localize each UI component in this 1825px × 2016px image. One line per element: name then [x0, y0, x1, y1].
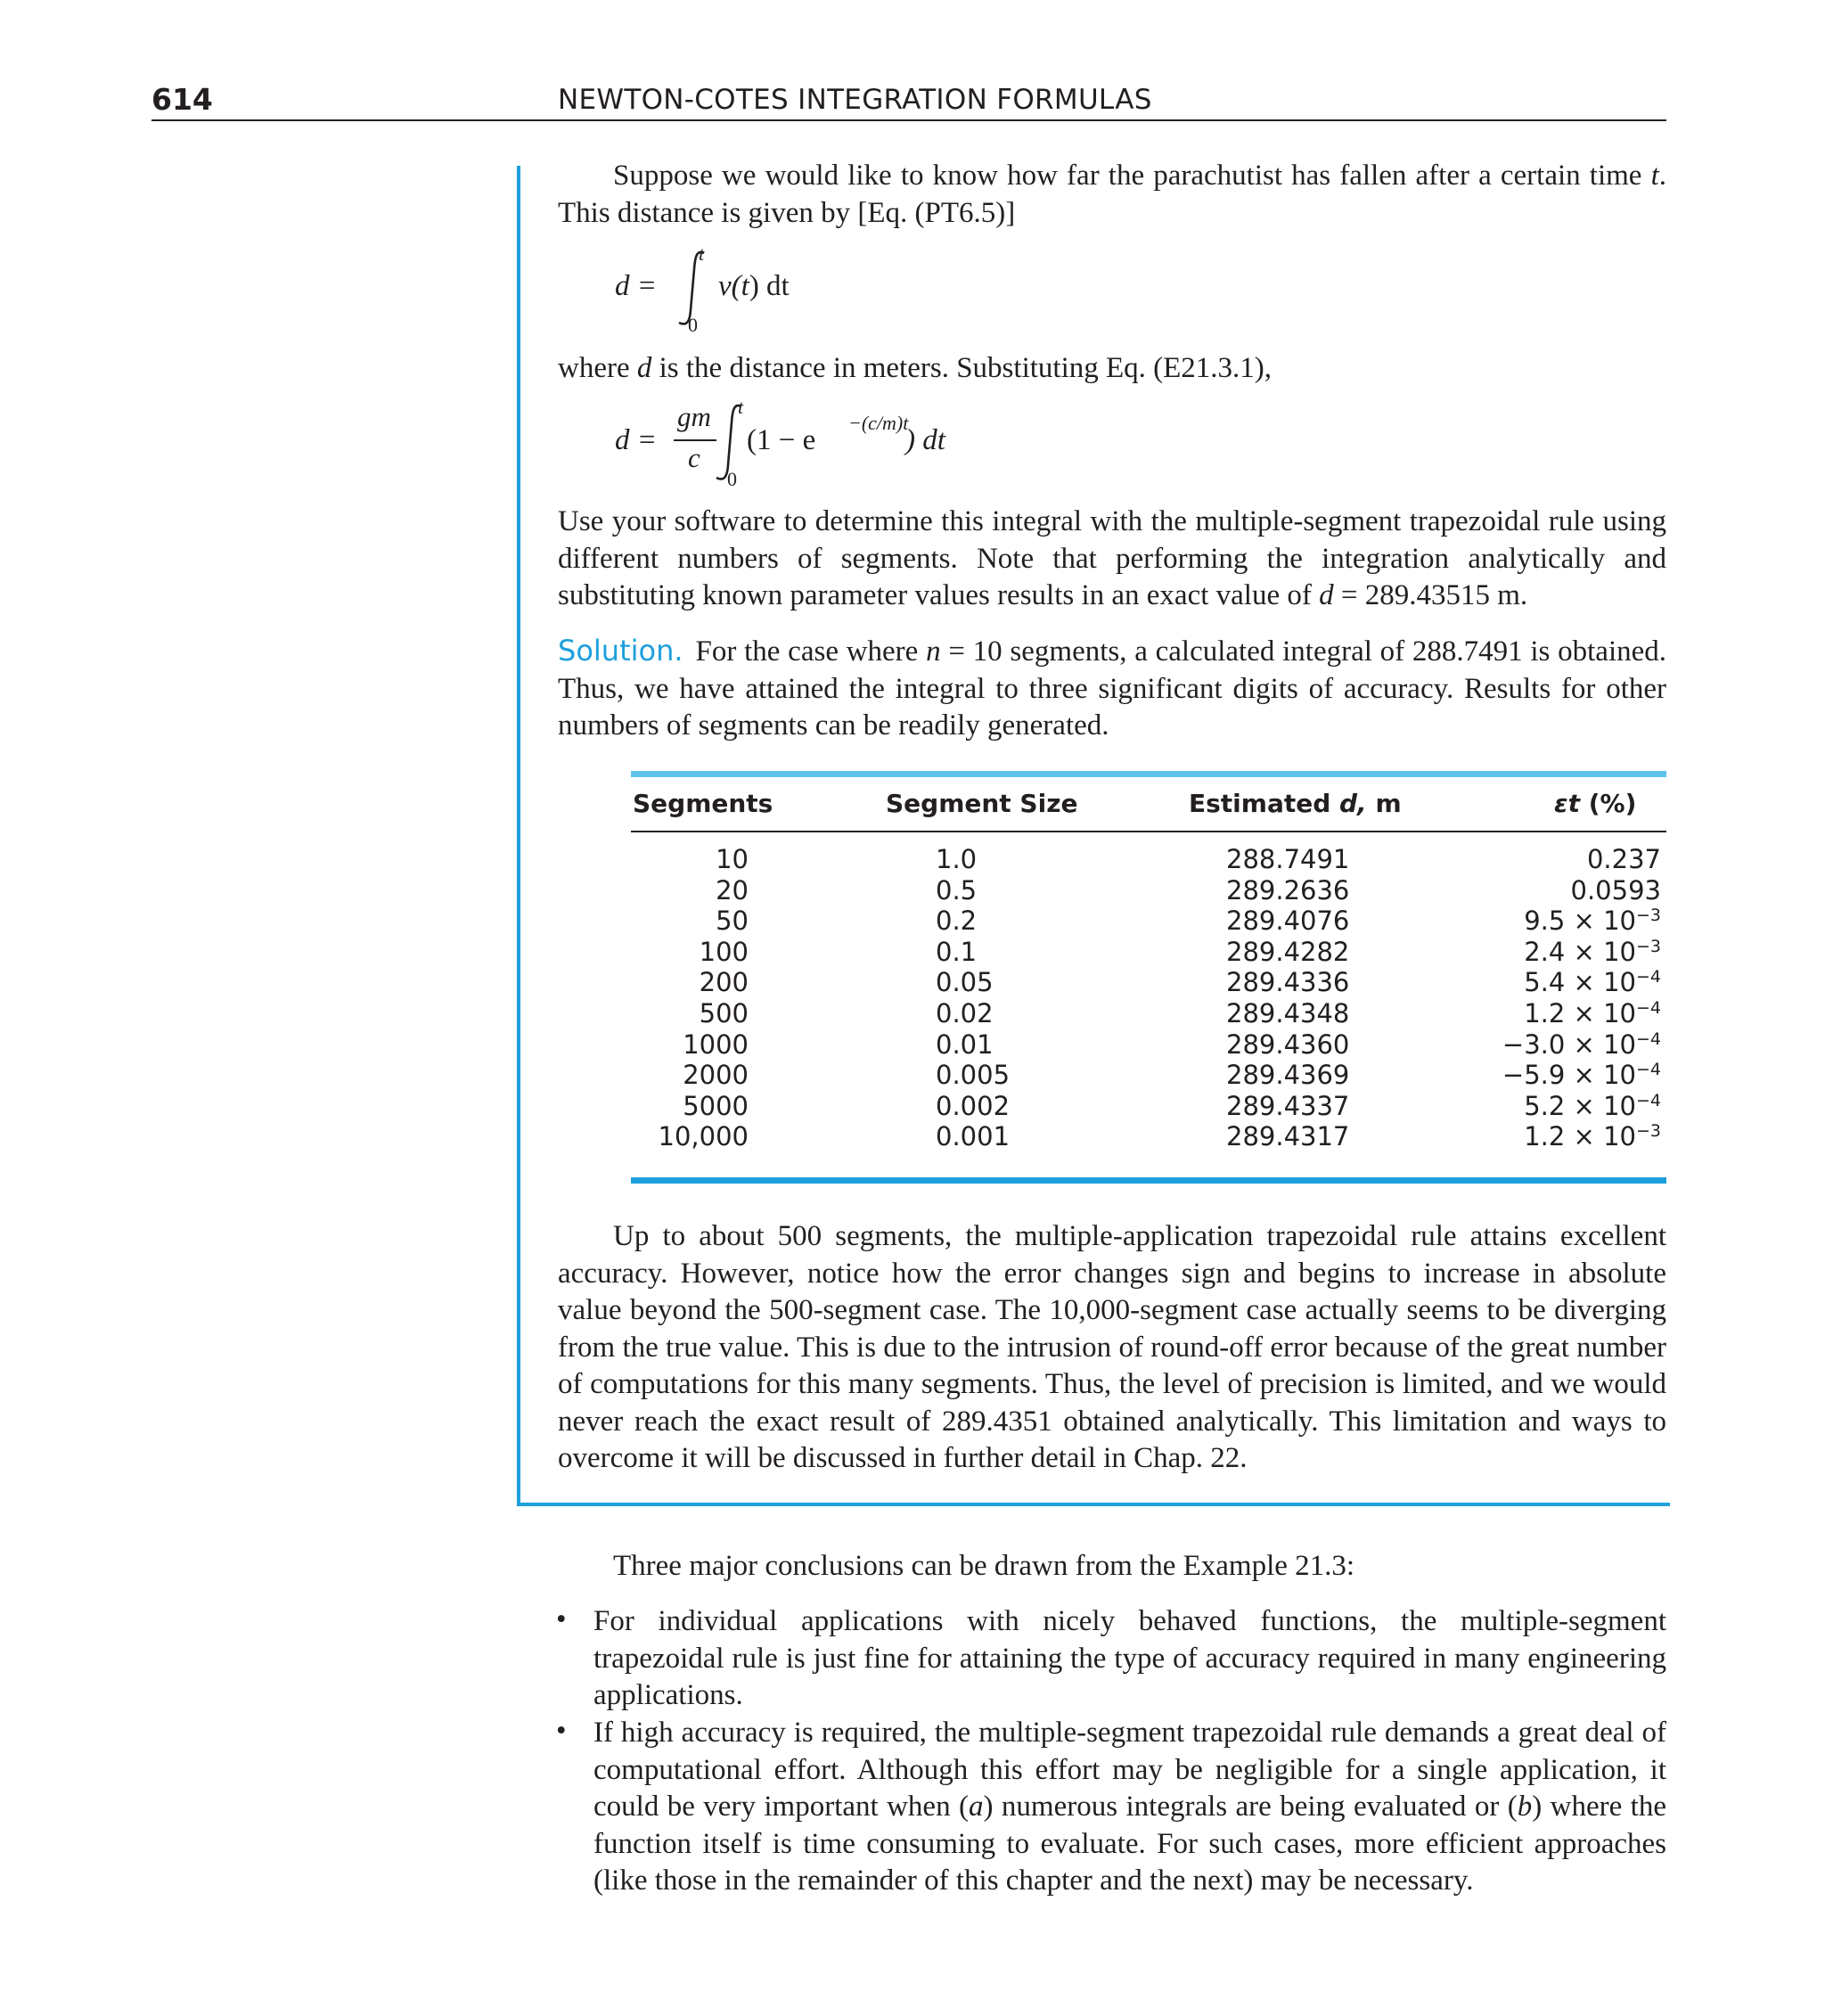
cell-error: 0.0593 — [1570, 874, 1661, 906]
cell-estimated-d: 289.4369 — [1226, 1060, 1350, 1091]
cell-segments: 500 — [699, 998, 749, 1028]
page-number: 614 — [151, 82, 213, 117]
cell-error: $5.4 \times 10^{-4}$ — [1524, 967, 1661, 998]
table-row — [631, 1121, 1666, 1152]
cell-error: $2.4 \times 10^{-3}$ — [1524, 936, 1661, 967]
cell-segment-size: 0.01 — [936, 1028, 994, 1060]
cell-segments: 2000 — [683, 1060, 749, 1091]
cell-segment-size: 0.005 — [936, 1060, 1011, 1091]
table-row — [631, 1060, 1666, 1091]
running-head: NEWTON-COTES INTEGRATION FORMULAS — [558, 84, 1152, 116]
table-row — [631, 998, 1666, 1029]
cell-segment-size: 0.05 — [936, 967, 994, 998]
table-row — [631, 1091, 1666, 1122]
eq2-numerator: gm — [677, 401, 711, 432]
header-segments: Segments — [633, 789, 773, 818]
eq2-lhs: d = — [615, 424, 658, 456]
table-bottom-rule — [631, 1177, 1666, 1184]
cell-estimated-d: 288.7491 — [1226, 844, 1350, 874]
eq2-lower-limit: 0 — [727, 468, 737, 490]
where-paragraph: where d is the distance in meters. Substituting Eq. (E21.3.1), — [558, 352, 1273, 384]
cell-segment-size: 0.002 — [936, 1090, 1011, 1121]
table-header-rule — [631, 831, 1666, 832]
eq2-upper-limit: t — [738, 396, 744, 418]
cell-segment-size: 0.02 — [936, 998, 994, 1028]
cell-segment-size: 1.0 — [936, 844, 978, 874]
cell-error: $5.2 \times 10^{-4}$ — [1524, 1090, 1661, 1121]
eq2-denominator: c — [688, 442, 700, 473]
cell-error: $1.2 \times 10^{-3}$ — [1524, 1121, 1661, 1152]
table-row — [631, 1029, 1666, 1061]
cell-segments: 200 — [699, 967, 749, 998]
cell-segments: 10 — [716, 844, 749, 874]
cell-estimated-d: 289.4336 — [1226, 967, 1350, 998]
cell-segment-size: 0.5 — [936, 874, 978, 906]
table-row — [631, 937, 1666, 968]
cell-segments: 5000 — [683, 1090, 749, 1121]
cell-segments: 1000 — [683, 1028, 749, 1060]
cell-segments: 10,000 — [658, 1121, 749, 1152]
eq1-lhs: d = — [615, 270, 658, 302]
table-row — [631, 967, 1666, 998]
conclusions-intro: Three major conclusions can be drawn from the Example 21.3: — [613, 1550, 1355, 1582]
solution-paragraph: Solution. For the case where n = 10 segments, a calculated integral of 288.7491 is obtained. Thus, we have attained the integral to three significant digits of accuracy. Results for other numbers of segments can be readily generated. — [558, 634, 1667, 742]
cell-estimated-d: 289.4348 — [1226, 998, 1350, 1028]
cell-segments: 100 — [699, 936, 749, 967]
fraction-bar — [674, 439, 716, 441]
cell-segment-size: 0.2 — [936, 906, 978, 937]
cell-error: $-3.0 \times 10^{-4}$ — [1502, 1028, 1661, 1060]
table-row — [631, 875, 1666, 906]
cell-error: $9.5 \times 10^{-3}$ — [1524, 906, 1661, 937]
cell-error: 0.237 — [1586, 844, 1661, 874]
cell-segments: 20 — [716, 874, 749, 906]
eq2-exponent: −(c/m)t — [848, 412, 909, 434]
table-row — [631, 844, 1666, 875]
solution-label: Solution. — [558, 634, 683, 668]
cell-estimated-d: 289.4282 — [1226, 936, 1350, 967]
eq2-paren-close: ) dt — [905, 424, 945, 456]
header-estimated: Estimated d, m — [1189, 789, 1402, 818]
cell-estimated-d: 289.4337 — [1226, 1090, 1350, 1121]
eq1-lower-limit: 0 — [688, 314, 698, 336]
conclusion-bullet-2: If high accuracy is required, the multiple-segment trapezoidal rule demands a great deal of computational effort. Although this effort may be negligible for a single application, it could be very important when (a) numerous integrals are being evaluated or (b) where the function itself is time consuming to evaluate. For such cases, more efficient approaches (like those in the remainder of this chapter and the next) may be necessary. — [593, 1717, 1666, 1897]
eq2-paren-open: (1 − e — [747, 424, 816, 456]
cell-estimated-d: 289.4076 — [1226, 906, 1350, 937]
table-top-rule — [631, 771, 1666, 777]
bullet-2-icon: • — [556, 1715, 567, 1747]
software-paragraph: Use your software to determine this integral with the multiple-segment trapezoidal rule using different numbers of segments. Note that performing the integration analytically and substituting known parameter values results in an exact value of d = 289.43515 m. — [558, 505, 1666, 611]
conclusion-bullet-1: For individual applications with nicely behaved functions, the multiple-segment trapezoidal rule is just fine for attaining the type of accuracy required in many engineering applications. — [593, 1605, 1666, 1711]
intro-paragraph: Suppose we would like to know how far the parachutist has fallen after a certain time t. This distance is given by [Eq. (PT6.5)] — [558, 160, 1666, 229]
eq1-upper-limit: t — [699, 242, 705, 265]
cell-estimated-d: 289.4360 — [1226, 1028, 1350, 1060]
table-row — [631, 906, 1666, 937]
cell-error: $1.2 \times 10^{-4}$ — [1524, 998, 1661, 1028]
cell-error: $-5.9 \times 10^{-4}$ — [1502, 1060, 1661, 1091]
bullet-1-icon: • — [556, 1603, 567, 1635]
cell-segment-size: 0.001 — [936, 1121, 1011, 1152]
discussion-paragraph: Up to about 500 segments, the multiple-application trapezoidal rule attains excellent accuracy. However, notice how the error changes sign and begins to increase in absolute value beyond the 500-segment case. The 10,000-segment case actually seems to be diverging from the true value. This is due to the intrusion of round-off error because of the great number of computations for this many segments. Thus, the level of precision is limited, and we would never reach the exact result of 289.4351 obtained analytically. This limitation and ways to overcome it will be discussed in further detail in Chap. 22. — [558, 1220, 1666, 1474]
header-segment-size: Segment Size — [886, 789, 1078, 818]
cell-estimated-d: 289.4317 — [1226, 1121, 1350, 1152]
eq1-integrand: v(t) dt — [718, 270, 790, 302]
cell-segments: 50 — [716, 906, 749, 937]
header-error: εt (%) — [1554, 789, 1637, 818]
cell-estimated-d: 289.2636 — [1226, 874, 1350, 906]
cell-segment-size: 0.1 — [936, 936, 978, 967]
page-header — [151, 82, 1666, 121]
